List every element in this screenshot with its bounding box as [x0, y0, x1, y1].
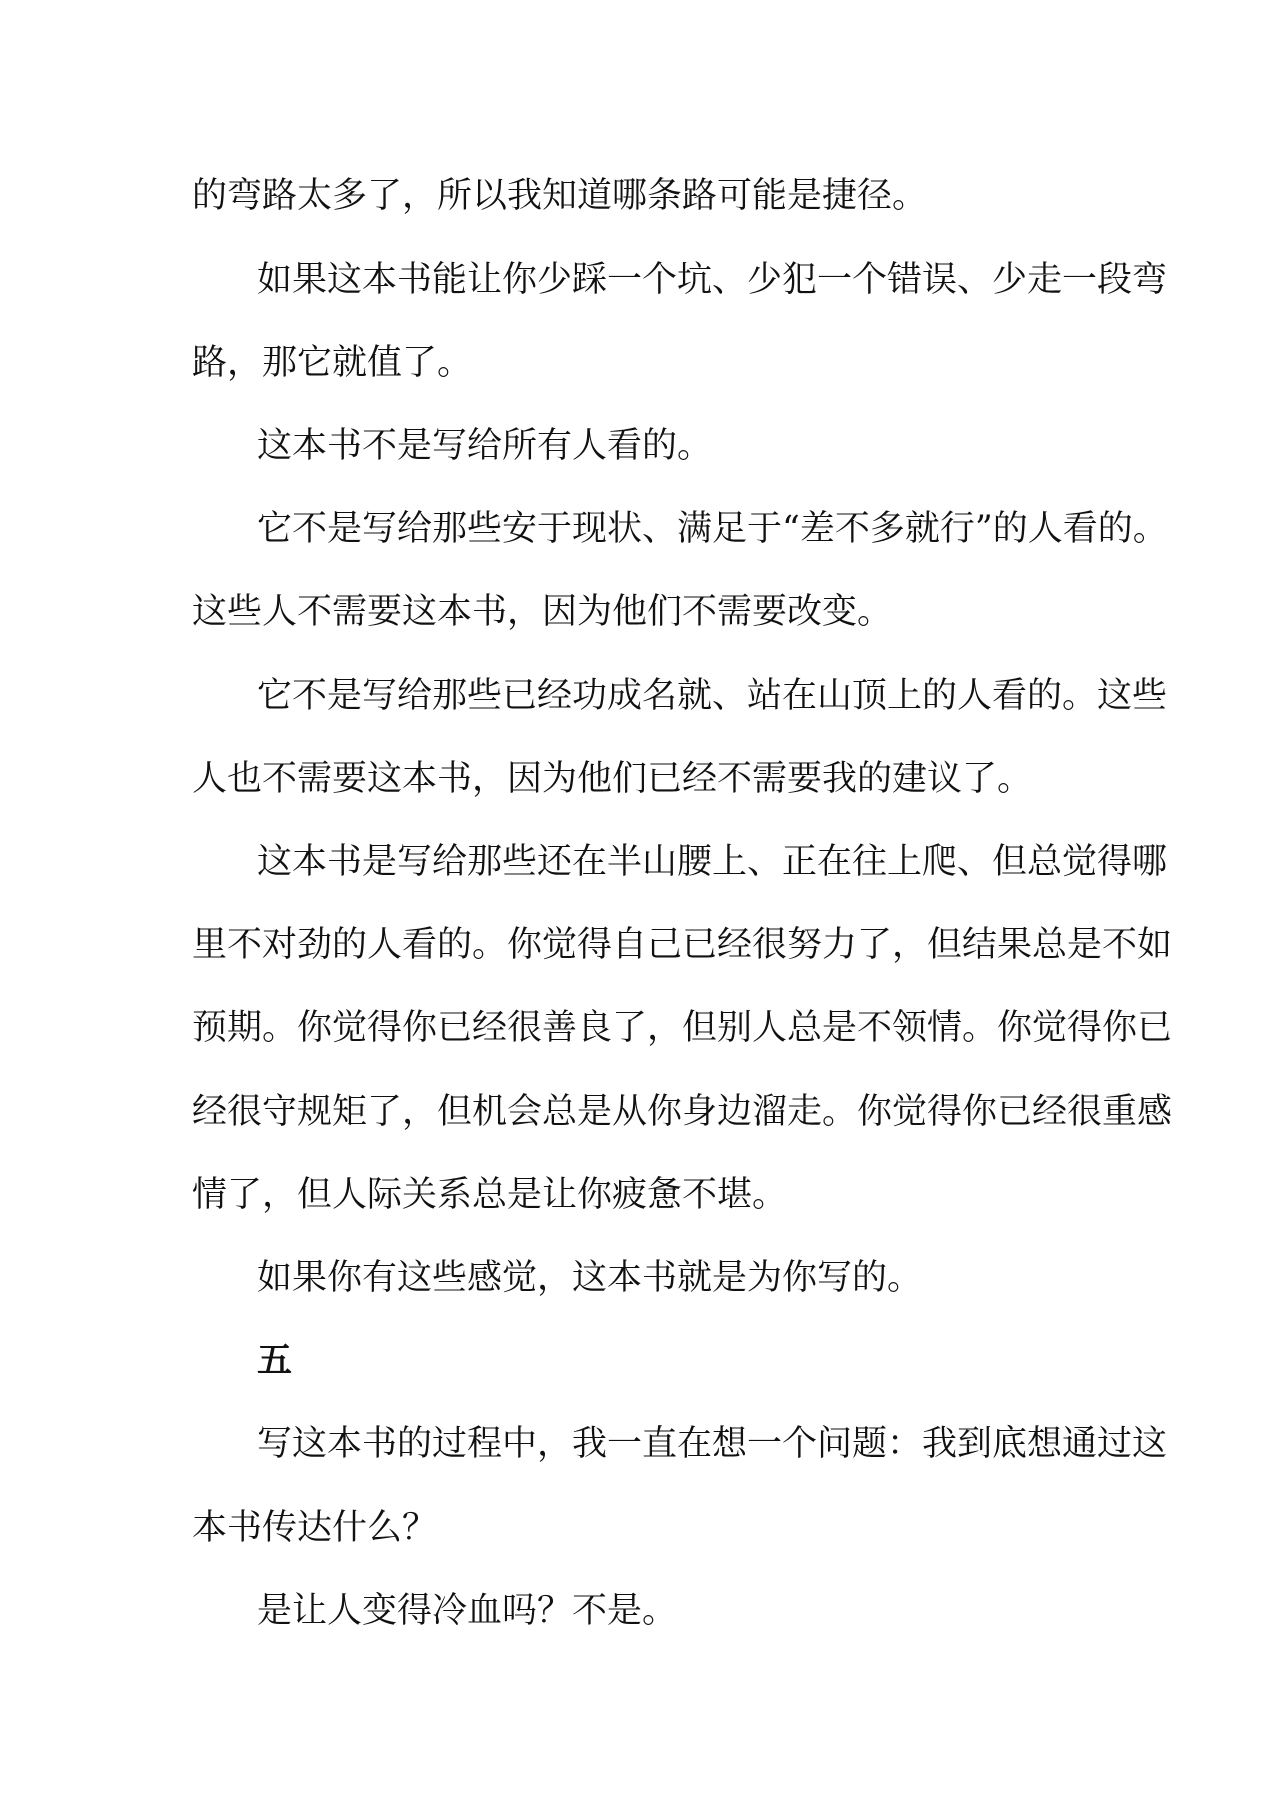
text-line-11: 预期。你觉得你已经很善良了，但别人总是不领情。你觉得你已: [192, 1008, 1173, 1048]
text-line-9: 这本书是写给那些还在半山腰上、正在往上爬、但总觉得哪: [257, 842, 1168, 882]
text-line-14: 如果你有这些感觉，这本书就是为你写的。: [257, 1258, 923, 1298]
text-line-6: 这些人不需要这本书，因为他们不需要改变。: [192, 592, 893, 632]
text-line-8: 人也不需要这本书，因为他们已经不需要我的建议了。: [192, 759, 1033, 799]
text-line-13: 情了，但人际关系总是让你疲惫不堪。: [192, 1175, 788, 1215]
text-line-4: 这本书不是写给所有人看的。: [257, 426, 713, 466]
text-line-17: 本书传达什么？: [192, 1508, 438, 1548]
section-heading: 五: [257, 1340, 293, 1381]
text-line-10: 里不对劲的人看的。你觉得自己已经很努力了，但结果总是不如: [192, 925, 1173, 965]
text-line-3: 路，那它就值了。: [192, 343, 473, 383]
text-line-18: 是让人变得冷血吗？不是。: [257, 1591, 678, 1631]
text-line-7: 它不是写给那些已经功成名就、站在山顶上的人看的。这些: [257, 676, 1168, 716]
text-line-12: 经很守规矩了，但机会总是从你身边溜走。你觉得你已经很重感: [192, 1092, 1173, 1132]
text-line-2: 如果这本书能让你少踩一个坑、少犯一个错误、少走一段弯: [257, 260, 1168, 300]
text-line-5: 它不是写给那些安于现状、满足于“差不多就行”的人看的。: [257, 509, 1168, 549]
text-line-16: 写这本书的过程中，我一直在想一个问题：我到底想通过这: [257, 1424, 1168, 1464]
text-line-1: 的弯路太多了，所以我知道哪条路可能是捷径。: [192, 176, 928, 216]
